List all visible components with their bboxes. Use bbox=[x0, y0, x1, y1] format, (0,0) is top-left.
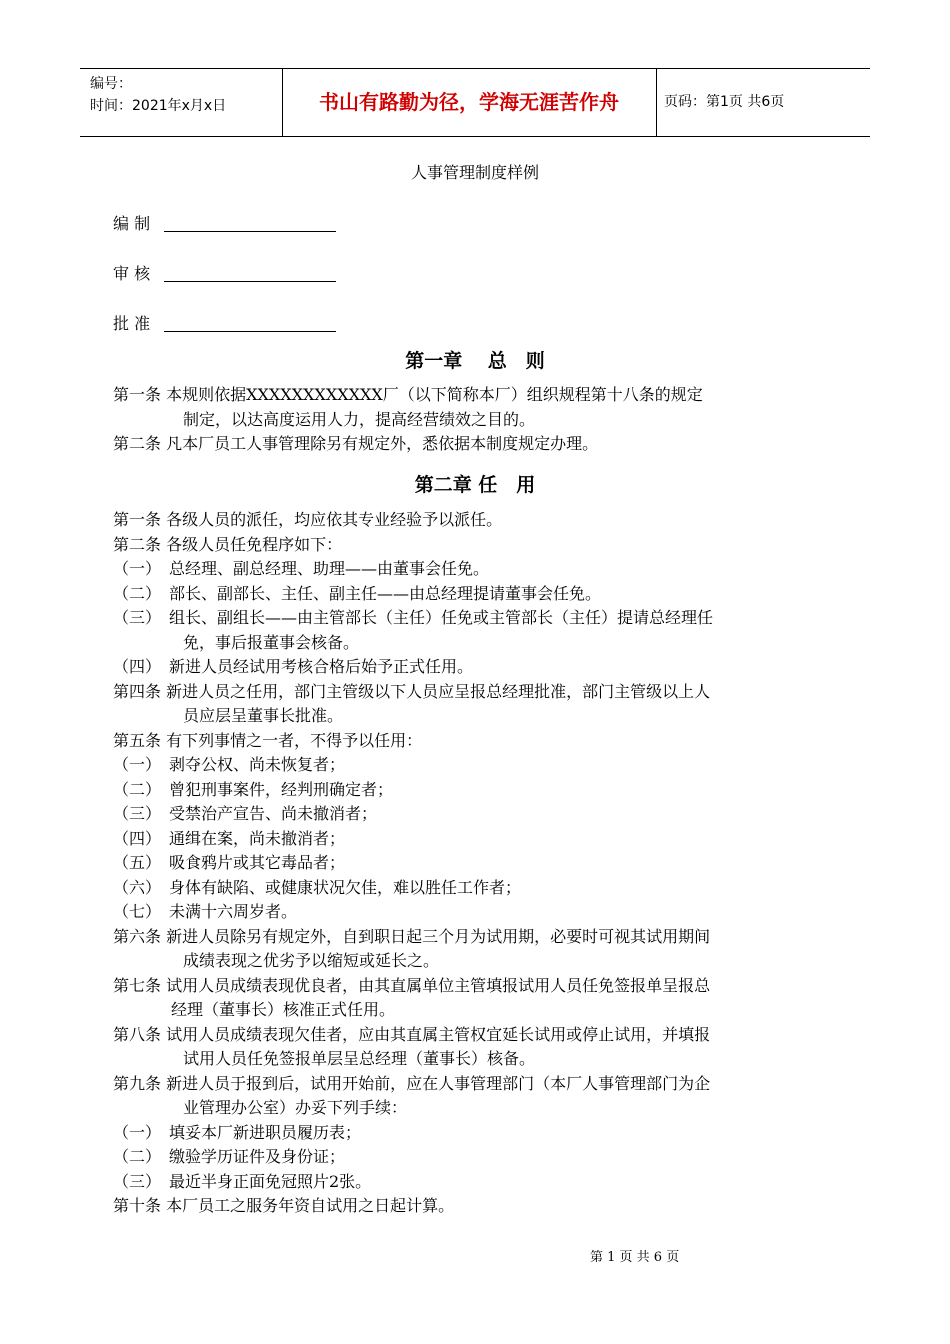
article-line: （三） 受禁治产宣告、尚未撤消者； bbox=[113, 804, 378, 823]
article-line: 第四条 新进人员之任用，部门主管级以下人员应呈报总经理批准，部门主管级以上人 bbox=[113, 681, 711, 701]
chapter-heading: 第二章 任 用 bbox=[414, 474, 536, 496]
article-line: 第十条 本厂员工之服务年资自试用之日起计算。 bbox=[113, 1196, 455, 1215]
signature-review bbox=[113, 261, 336, 284]
signature-compile bbox=[113, 211, 336, 234]
article-line: （三） 最近半身正面免冠照片2张。 bbox=[113, 1171, 372, 1191]
header-motto: 书山有路勤为径，学海无涯苦作舟 bbox=[319, 90, 619, 114]
article-line: 经理（董事长）核准正式任用。 bbox=[171, 1000, 396, 1019]
signature-line bbox=[164, 265, 336, 282]
article-line: （二） 部长、副部长、主任、副主任——由总经理提请董事会任免。 bbox=[113, 583, 602, 603]
header-divider bbox=[656, 69, 657, 136]
article-line: （四） 通缉在案，尚未撤消者； bbox=[113, 828, 346, 848]
article-line: 第一条 本规则依据XXXXXXXXXXXX厂（以下简称本厂）组织规程第十八条的规定 bbox=[113, 385, 703, 404]
article-line: 业管理办公室）办妥下列手续： bbox=[183, 1098, 408, 1117]
article-line: 第七条 试用人员成绩表现优良者，由其直属单位主管填报试用人员任免签报单呈报总 bbox=[113, 975, 711, 995]
article-line: （二） 缴验学历证件及身份证； bbox=[113, 1147, 346, 1166]
page-header bbox=[80, 68, 870, 137]
chapter2-body bbox=[113, 508, 835, 1219]
header-page-number: 页码：第1页 共6页 bbox=[664, 94, 785, 110]
signature-line bbox=[164, 215, 336, 232]
article-line: （一） 剥夺公权、尚未恢复者； bbox=[113, 755, 346, 774]
article-line: 员应层呈董事长批准。 bbox=[183, 706, 344, 725]
signature-label: 编 制 bbox=[113, 214, 151, 233]
article-line: 试用人员任免签报单层呈总经理（董事长）核备。 bbox=[183, 1049, 536, 1068]
article-line: 第二条 各级人员任免程序如下： bbox=[113, 534, 343, 554]
article-line: （三） 组长、副组长——由主管部长（主任）任免或主管部长（主任）提请总经理任 bbox=[113, 608, 714, 627]
article-line: 免，事后报董事会核备。 bbox=[183, 632, 360, 652]
signature-label: 审 核 bbox=[113, 264, 151, 283]
signature-line bbox=[164, 315, 336, 332]
time-label: 时间：2021年x月x日 bbox=[90, 98, 227, 114]
article-line: （四） 新进人员经试用考核合格后始予正式任用。 bbox=[113, 657, 474, 676]
article-line: （五） 吸食鸦片或其它毒品者； bbox=[113, 853, 346, 872]
chapter-heading: 第一章 总 则 bbox=[405, 350, 545, 372]
article-line: 制定，以达高度运用人力，提高经营绩效之目的。 bbox=[183, 409, 536, 429]
article-line: 第一条 各级人员的派任，均应依其专业经验予以派任。 bbox=[113, 510, 503, 529]
code-label: 编号： bbox=[90, 76, 132, 92]
article-line: （二） 曾犯刑事案件，经判刑确定者； bbox=[113, 779, 394, 799]
article-line: 第五条 有下列事情之一者，不得予以任用： bbox=[113, 730, 423, 750]
signature-label: 批 准 bbox=[113, 314, 151, 333]
chapter1-body bbox=[113, 383, 835, 457]
header-meta bbox=[90, 73, 226, 117]
document-title: 人事管理制度样例 bbox=[410, 163, 539, 182]
article-line: 成绩表现之优劣予以缩短或延长之。 bbox=[183, 951, 440, 970]
article-line: 第六条 新进人员除另有规定外，自到职日起三个月为试用期，必要时可视其试用期间 bbox=[113, 926, 711, 946]
article-line: （一） 填妥本厂新进职员履历表； bbox=[113, 1122, 362, 1142]
article-line: 第二条 凡本厂员工人事管理除另有规定外，悉依据本制度规定办理。 bbox=[113, 434, 599, 453]
page-footer: 第 1 页 共 6 页 bbox=[590, 1250, 680, 1265]
signature-approve bbox=[113, 311, 336, 334]
article-line: （一） 总经理、副总经理、助理——由董事会任免。 bbox=[113, 559, 490, 578]
article-line: 第八条 试用人员成绩表现欠佳者，应由其直属主管权宜延长试用或停止试用，并填报 bbox=[113, 1024, 711, 1044]
article-line: （六） 身体有缺陷、或健康状况欠佳，难以胜任工作者； bbox=[113, 877, 522, 897]
article-line: （七） 未满十六周岁者。 bbox=[113, 902, 298, 921]
article-line: 第九条 新进人员于报到后，试用开始前，应在人事管理部门（本厂人事管理部门为企 bbox=[113, 1073, 711, 1093]
